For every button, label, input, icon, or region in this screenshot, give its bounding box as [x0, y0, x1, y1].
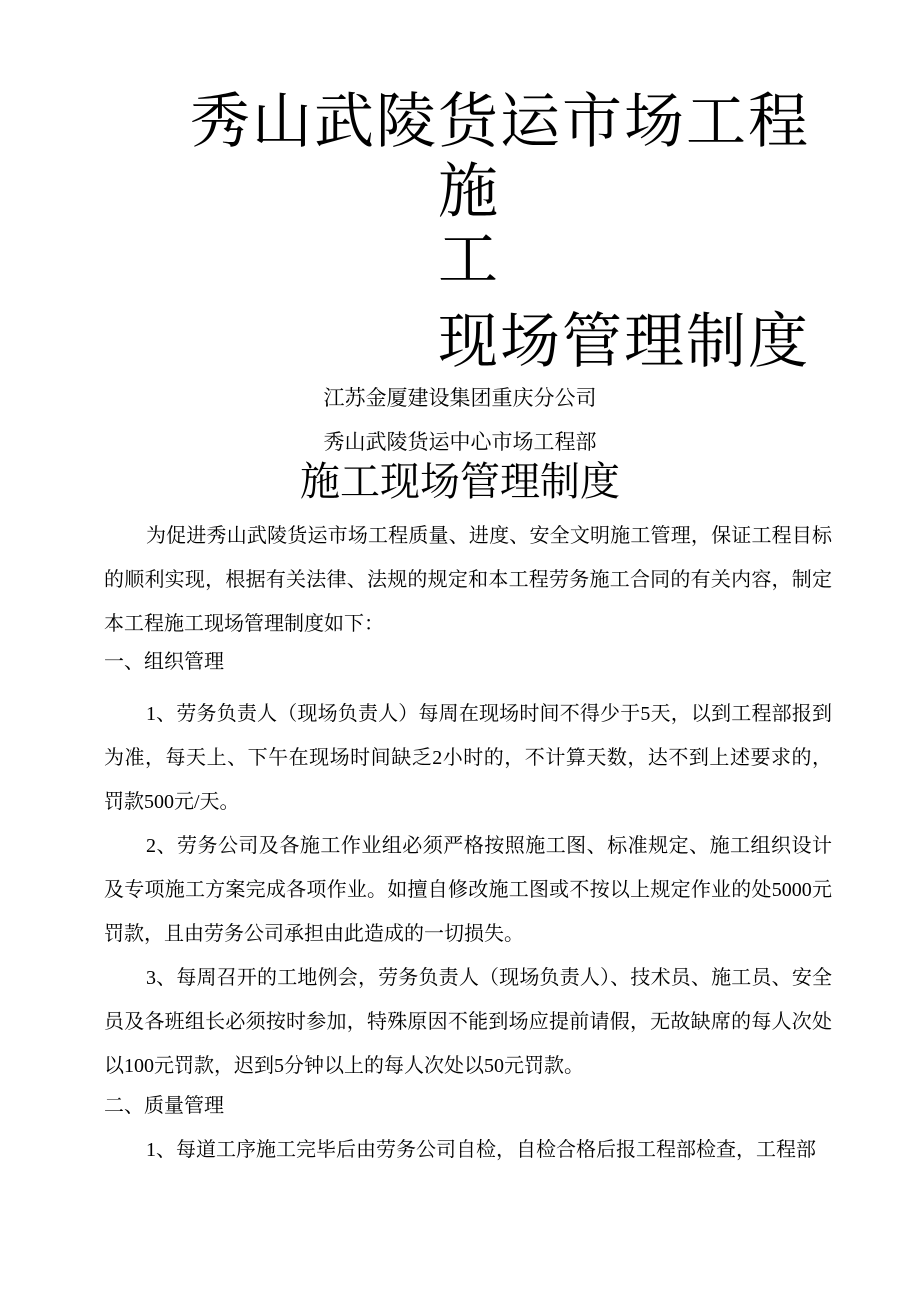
cover-title-line1: 秀山武陵货运市场工程 [190, 87, 810, 157]
section-heading-organization: 一、组织管理 [104, 651, 224, 673]
section-heading-quality: 二、质量管理 [104, 1095, 224, 1117]
department-name: 秀山武陵货运中心市场工程部 [323, 430, 597, 454]
section-item: 1、劳务负责人（现场负责人）每周在现场时间不得少于5天，以到工程部报到为准，每天上、下午在现场时间缺乏2小时的，不计算天数，达不到上述要求的，罚款500元/天。 [104, 703, 832, 813]
section-item: 2、劳务公司及各施工作业组必须严格按照施工图、标准规定、施工组织设计及专项施工方案完成各项作业。如擅自修改施工图或不按以上规定作业的处5000元罚款，且由劳务公司承担由此造成的一切损失。 [104, 835, 832, 945]
section-item: 1、每道工序施工完毕后由劳务公司自检，自检合格后报工程部检查，工程部 [146, 1139, 816, 1161]
cover-title-line4: 现场管理制度 [438, 307, 810, 377]
section-item: 3、每周召开的工地例会，劳务负责人（现场负责人）、技术员、施工员、安全员及各班组长必须按时参加，特殊原因不能到场应提前请假，无故缺席的每人次处以100元罚款，迟到5分钟以上的每人次处以50元罚款。 [104, 967, 832, 1077]
document-title: 施工现场管理制度 [300, 459, 620, 504]
intro-paragraph: 为促进秀山武陵货运市场工程质量、进度、安全文明施工管理，保证工程目标的顺利实现，根据有关法律、法规的规定和本工程劳务施工合同的有关内容，制定本工程施工现场管理制度如下： [104, 525, 832, 635]
cover-title-line2: 施 [438, 157, 500, 227]
cover-title-line3: 工 [438, 225, 500, 295]
company-name: 江苏金厦建设集团重庆分公司 [323, 386, 597, 410]
